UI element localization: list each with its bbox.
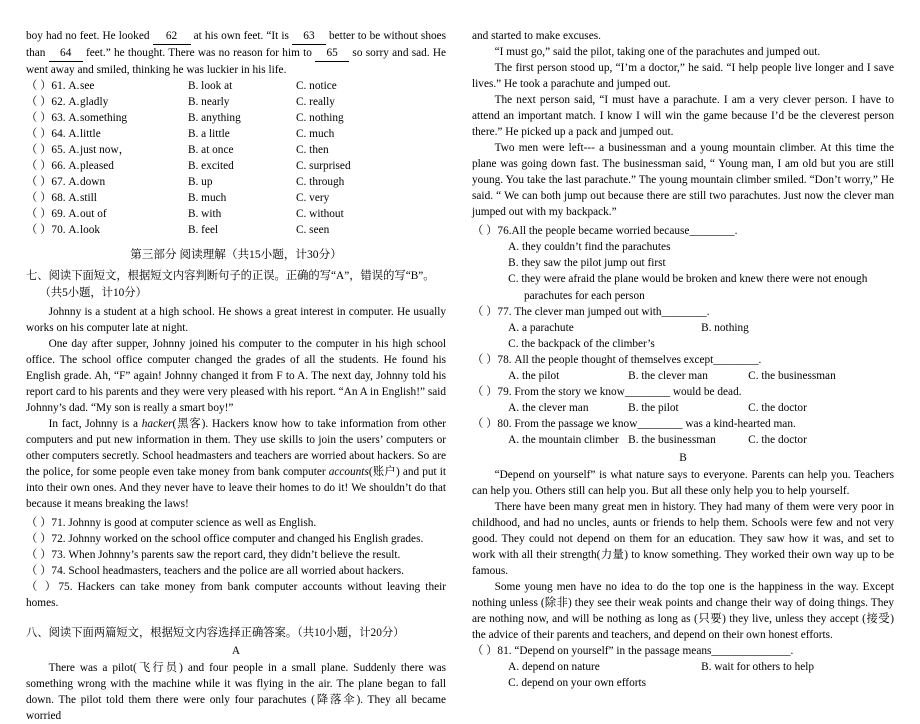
mc-76-option-c[interactable]: C. they were afraid the plane would be broken and knew there were not enough [508, 273, 868, 286]
tf-question-73[interactable]: （ ）73. When Johnny’s parents saw the report card, they didn’t believe the result. [26, 549, 401, 562]
reading-a-paragraph-1: Johnny is a student at a high school. He shows a great interest in computer. He usually works on his computer late at night. [26, 305, 447, 334]
passage-b-paragraph-1: “Depend on yourself” is what nature says to everyone. Parents can help you. Teachers can help you. Others still can help you. But all these only help you to help yourself. [472, 468, 894, 497]
mc-79-options-row [472, 400, 894, 416]
cloze-blank-63: 63 [292, 28, 326, 45]
passage-b-label: B [679, 451, 687, 464]
section-three-title: 第三部分 阅读理解（共15小题，计30分） [130, 248, 342, 262]
option-a[interactable]: out of [80, 208, 107, 221]
accounts-italic-term: accounts [328, 466, 369, 479]
option-number: （ ）62. A. [26, 96, 80, 109]
right-column [472, 28, 894, 690]
left-column [26, 28, 447, 722]
option-a[interactable]: something [80, 112, 128, 125]
mc-78-option-b[interactable]: B. the clever man [628, 369, 708, 382]
mc-80-options-row [472, 432, 894, 448]
option-number: （ ）66. A. [26, 160, 80, 173]
mc-question-79 [472, 384, 894, 416]
mc-question-77-stem[interactable]: （ ）77. The clever man jumped out with________. [472, 305, 710, 318]
cloze-text-6: so sorry and [352, 47, 409, 60]
option-c[interactable]: C. very [296, 192, 330, 205]
passage-a-paragraph-1: There was a pilot(飞行员) and four people in a small plane. Suddenly there was something wrong with the machine while it was flying in the air. The plane began to fall down. The pilot told them there were only four parachutes (降落伞). They all became worried [26, 661, 447, 722]
mc-77-options-row-1 [472, 320, 894, 336]
option-number: （ ）64. A. [26, 128, 80, 141]
passage-a-label: A [231, 644, 241, 657]
part-seven-heading: 七、阅读下面短文，根据短文内容判断句子的正误。正确的写“A”，错误的写“B”。 [26, 269, 435, 282]
option-c[interactable]: C. notice [296, 80, 337, 93]
cloze-option-row [26, 126, 446, 142]
option-b[interactable]: B. a little [188, 128, 230, 141]
mc-81-option-b[interactable]: B. wait for others to help [701, 661, 815, 674]
paragraph-3-text-1: In fact, Johnny is a [48, 418, 142, 431]
mc-77-option-a[interactable]: A. a parachute [508, 321, 574, 334]
passage-a-paragraph-5: Two men were left--- a businessman and a young mountain climber. At this time the plane was going down fast. The businessman said, “ Young man, I am old but you are still young. You take the last parachute.” The young mountain climber smiled. “Don’t worry,” He said. “ We can both jump out because there are still two parachutes. Just now the clever man jumped out with my backpack.” [472, 142, 894, 219]
option-number: （ ）63. A. [26, 112, 80, 125]
option-number: （ ）65. A. [26, 144, 80, 157]
option-number: （ ）69. A. [26, 208, 80, 221]
option-a[interactable]: see [80, 80, 95, 93]
mc-81-option-a[interactable]: A. depend on nature [508, 661, 600, 674]
option-a[interactable]: still [80, 192, 97, 205]
option-c[interactable]: C. without [296, 208, 344, 221]
tf-question-72[interactable]: （ ）72. Johnny worked on the school office computer and changed his English grades. [26, 533, 424, 546]
option-c[interactable]: C. nothing [296, 112, 344, 125]
option-a[interactable]: look [80, 224, 101, 237]
mc-78-option-a[interactable]: A. the pilot [508, 369, 560, 382]
option-b[interactable]: B. look at [188, 80, 233, 93]
multiple-choice-questions [472, 223, 894, 447]
option-number: （ ）70. A. [26, 224, 80, 237]
option-c[interactable]: C. really [296, 96, 335, 109]
cloze-blank-62: 62 [153, 28, 191, 45]
tf-question-75[interactable]: （ ）75. Hackers can take money from bank computer accounts without leaving their homes. [26, 581, 447, 610]
option-c[interactable]: C. through [296, 176, 345, 189]
option-a[interactable]: just now， [80, 144, 130, 157]
mc-80-option-c[interactable]: C. the doctor [748, 433, 807, 446]
mc-81-option-c[interactable]: C. depend on your own efforts [508, 677, 647, 690]
cloze-text-4: shoes than [26, 30, 447, 60]
mc-question-80 [472, 416, 894, 448]
option-b[interactable]: B. with [188, 208, 222, 221]
cloze-passage-tail [26, 28, 446, 78]
option-c[interactable]: C. then [296, 144, 329, 157]
mc-78-options-row [472, 368, 894, 384]
cloze-option-row [26, 110, 446, 126]
option-c[interactable]: C. much [296, 128, 335, 141]
mc-question-78 [472, 352, 894, 384]
mc-81-options-row-1 [472, 659, 894, 675]
option-a[interactable]: gladly [80, 96, 109, 109]
part-seven-subheading: （共5小题，计10分） [39, 286, 147, 299]
mc-79-option-a[interactable]: A. the clever man [508, 401, 589, 414]
option-a[interactable]: little [80, 128, 101, 141]
passage-a-paragraph-2: “I must go,” said the pilot, taking one of the parachutes and jumped out. [494, 46, 821, 59]
option-number: （ ）68. A. [26, 192, 80, 205]
mc-76-option-b[interactable]: B. they saw the pilot jump out first [508, 257, 666, 270]
mc-question-78-stem[interactable]: （ ）78. All the people thought of themselves except________. [472, 353, 762, 366]
cloze-option-row [26, 78, 446, 94]
cloze-option-row [26, 174, 446, 190]
mc-question-79-stem[interactable]: （ ）79. From the story we know________ would be dead. [472, 385, 742, 398]
option-number: （ ）61. A. [26, 80, 80, 93]
reading-a-paragraph-3 [26, 416, 446, 512]
cloze-text-3: better to be without [329, 30, 418, 42]
cloze-option-row [26, 142, 446, 158]
cloze-option-row [26, 190, 446, 206]
mc-77-options-row-2 [472, 336, 894, 352]
hacker-italic-term: hacker [141, 418, 173, 431]
tf-question-71[interactable]: （ ）71. Johnny is good at computer science as well as English. [26, 517, 317, 530]
option-b[interactable]: B. nearly [188, 96, 230, 109]
true-false-questions [26, 515, 446, 611]
passage-a-paragraph-1-cont: and started to make excuses. [472, 30, 601, 42]
option-c[interactable]: C. surprised [296, 160, 351, 173]
two-column-layout [26, 28, 894, 722]
paragraph-3-text-2: (黑客). Hackers know how to take information from other computers and put new information in them. They use skills to join the users’ computers or other computers secretly. School headmasters and teachers are worried about hackers. So are the police, for some people even take money from bank computer [26, 418, 447, 479]
paragraph-3-text-3: (账户) and put it into their own ones. And they never have to leave their homes to do it! We shouldn’t do that because it means breaking the laws! [26, 466, 447, 511]
option-b[interactable]: B. feel [188, 224, 219, 237]
mc-question-77 [472, 304, 894, 352]
option-b[interactable]: B. anything [188, 112, 241, 125]
cloze-text-5: feet.” he thought. There was no reason for him to [85, 47, 312, 60]
passage-b-paragraph-2: There have been many great men in history. They had many of them were very poor in childhood, and had no uncles, aunts or friends to help them. Schools were few and not very good. They could not depend on them for an education. They saw how it was, and set to work with all their strength(力量) to know something. They worked their own way up to be famous. [472, 500, 894, 578]
option-number: （ ）67. A. [26, 176, 80, 189]
mc-question-80-stem[interactable]: （ ）80. From the passage we know________ was a kind-hearted man. [472, 417, 796, 430]
cloze-option-row [26, 222, 446, 238]
option-a[interactable]: pleased [80, 160, 114, 173]
option-b[interactable]: B. much [188, 192, 227, 205]
mc-79-option-b[interactable]: B. the pilot [628, 401, 679, 414]
mc-81-options-row-2 [472, 675, 894, 691]
mc-question-81-stem[interactable]: （ ）81. “Depend on yourself” in the passage means______________. [472, 645, 794, 658]
mc-77-option-b[interactable]: B. nothing [701, 321, 749, 334]
mc-79-option-c[interactable]: C. the doctor [748, 401, 807, 414]
cloze-option-row [26, 94, 446, 110]
cloze-text-1: boy had no feet. He looked [26, 30, 150, 42]
mc-78-option-c[interactable]: C. the businessman [748, 369, 836, 382]
passage-a-paragraph-3: The first person stood up, “I’m a doctor,” he said. “I help people live longer and I save lives.” He took a parachute and jumped out. [472, 62, 894, 91]
tf-question-74[interactable]: （ ）74. School headmasters, teachers and the police are all worried about hackers. [26, 565, 404, 578]
mc-80-option-a[interactable]: A. the mountain climber [508, 433, 619, 446]
passage-b-paragraph-3: Some young men have no idea to do the top one is the happiness in the way. Except nothing unless (除非) they see their weak points and change their way of doing things. They are nothing now, and will be nothing as long as (只要) they live, unless they accept (接受) the advice of their parents and teachers, and depend on their own honest efforts. [472, 581, 894, 642]
mc-question-76 [472, 223, 894, 303]
mc-80-option-b[interactable]: B. the businessman [628, 433, 716, 446]
option-b[interactable]: B. up [188, 176, 213, 189]
option-c[interactable]: C. seen [296, 224, 330, 237]
cloze-text-7: sad. He went away and smiled, thinking he was luckier in his life. [26, 47, 447, 77]
reading-a-paragraph-2: One day after supper, Johnny joined his computer to the computer in his high school office. The school office computer changed the grades of all the students. He found his English grade. Ah, “F” again! Johnny changed it from F to A. The next day, Johnny told his report card to his parents and they were very pleased with his report. “An A in English!” said Johnny’s dad. “My son is really a smart boy!” [26, 337, 447, 415]
cloze-option-row [26, 206, 446, 222]
cloze-option-row [26, 158, 446, 174]
mc-76-option-a[interactable]: A. they couldn’t find the parachutes [508, 241, 671, 254]
option-a[interactable]: down [80, 176, 106, 189]
part-eight-heading: 八、阅读下面两篇短文，根据短文内容选择正确答案。（共10小题，计20分） [26, 626, 405, 639]
passage-a-paragraph-4: The next person said, “I must have a parachute. I am a very clever person. I have to attend an important match. I know I will win the game because I’d be the cleverest person there.” He picked up a pack and jumped out. [472, 94, 894, 139]
mc-question-76-stem[interactable]: （ ）76.All the people became worried because________. [472, 225, 738, 238]
cloze-blank-65: 65 [315, 45, 349, 62]
option-b[interactable]: B. excited [188, 160, 234, 173]
cloze-options-list [26, 78, 446, 238]
mc-77-option-c[interactable]: C. the backpack of the climber’s [508, 337, 655, 350]
cloze-blank-64: 64 [49, 45, 83, 62]
cloze-text-2: at his own feet. “It is [193, 30, 289, 42]
option-b[interactable]: B. at once [188, 144, 234, 157]
mc-76-option-c-cont: parachutes for each person [523, 289, 645, 302]
